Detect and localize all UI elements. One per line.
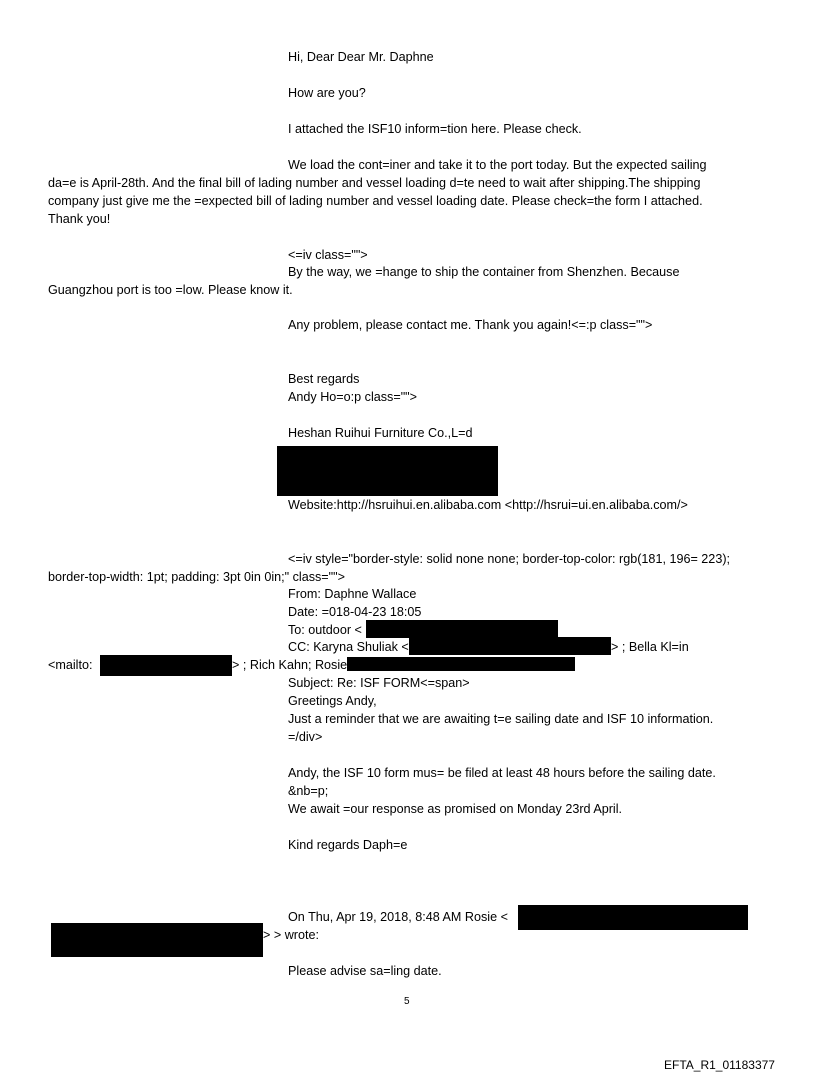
greeting-line: Hi, Dear Dear Mr. Daphne [288,50,434,64]
paragraph-line: Thank you! [48,212,111,226]
bates-number: EFTA_R1_01183377 [664,1058,775,1072]
to-line: To: outdoor < [288,623,362,637]
greetings-line: Greetings Andy, [288,694,377,708]
reminder-line: Just a reminder that we are awaiting t=e sailing date and ISF 10 information. [288,712,714,726]
attached-line: I attached the ISF10 inform=tion here. Please check. [288,122,582,136]
redaction-block [518,905,748,930]
cc-line-end: > ; Rich Kahn; Rosie [232,658,348,672]
redaction-block [51,923,263,957]
style-line: <=iv style="border-style: solid none none; border-top-color: rgb(181, 196= 223); [288,552,731,566]
page-number: 5 [404,996,410,1007]
isf-line: Andy, the ISF 10 form mus= be filed at least 48 hours before the sailing date. [288,766,716,780]
paragraph-line: company just give me the =expected bill of lading number and vessel loading date. Please check=the form I attached. [48,194,703,208]
subject-line: Subject: Re: ISF FORM<=span> [288,676,470,690]
div-tag-line: <=iv class=""> [288,248,368,262]
wrote-line: > > wrote: [263,928,320,942]
redaction-block [409,637,611,655]
kind-regards-line: Kind regards Daph=e [288,838,408,852]
redaction-block [347,657,575,671]
redaction-block [277,446,498,496]
best-regards: Best regards [288,372,360,386]
advise-line: Please advise sa=ling date. [288,964,442,978]
website-line: Website:http://hsruihui.en.alibaba.com <http://hsrui=ui.en.alibaba.com/> [288,498,688,512]
await-line: We await =our response as promised on Monday 23rd April. [288,802,623,816]
cc-line-continued: > ; Bella Kl=in [611,640,689,654]
problem-line: Any problem, please contact me. Thank you again!<=:p class=""> [288,318,653,332]
on-date-line: On Thu, Apr 19, 2018, 8:48 AM Rosie < [288,910,508,924]
how-are-you-line: How are you? [288,86,366,100]
paragraph-line: Guangzhou port is too =low. Please know it. [48,283,293,297]
date-line: Date: =018-04-23 18:05 [288,605,422,619]
company-name: Heshan Ruihui Furniture Co.,L=d [288,426,473,440]
paragraph-line: da=e is April-28th. And the final bill of lading number and vessel loading d=te need to wait after shipping.The shipping [48,176,701,190]
style-line: border-top-width: 1pt; padding: 3pt 0in 0in;" class=""> [48,570,345,584]
div-close-line: =/div> [288,730,323,744]
from-line: From: Daphne Wallace [288,587,417,601]
paragraph-line: By the way, we =hange to ship the container from Shenzhen. Because [288,265,680,279]
cc-line: CC: Karyna Shuliak < [288,640,409,654]
cc-mailto: <mailto: [48,658,93,672]
signature-name: Andy Ho=o:p class=""> [288,390,418,404]
paragraph-line: We load the cont=iner and take it to the port today. But the expected sailing [288,158,707,172]
redaction-block [366,620,558,638]
redaction-block [100,655,232,676]
nbsp-line: &nb=p; [288,784,329,798]
